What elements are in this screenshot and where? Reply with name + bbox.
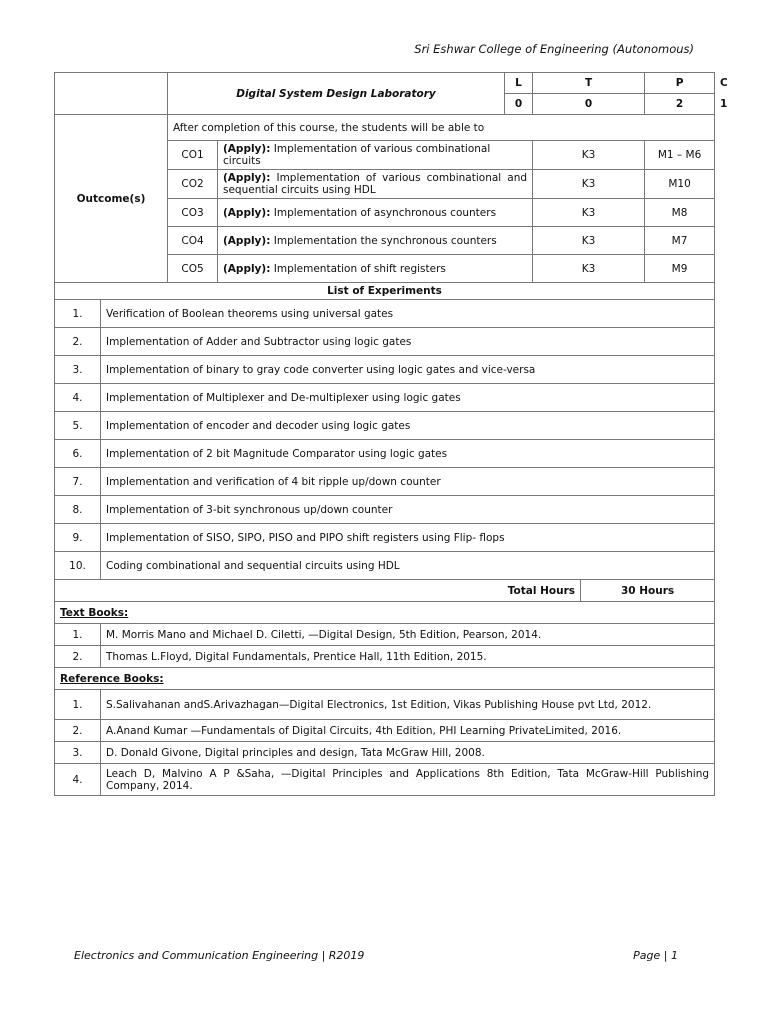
co-k: K3 (533, 255, 645, 283)
experiment-num: 4. (55, 384, 101, 412)
co-text (218, 170, 533, 199)
outcomes-label: Outcome(s) (55, 115, 168, 283)
co-code: CO1 (168, 141, 218, 170)
text-books-heading (55, 602, 715, 624)
co-level: (Apply): (223, 234, 271, 247)
reference-book-text: S.Salivahanan andS.Arivazhagan—Digital Electronics, 1st Edition, Vikas Publishing House pvt Ltd, 2012. (101, 690, 715, 720)
experiment-text: Implementation of encoder and decoder using logic gates (101, 412, 715, 440)
co-text (218, 255, 533, 283)
experiment-text: Implementation and verification of 4 bit ripple up/down counter (101, 468, 715, 496)
experiment-text: Implementation of binary to gray code converter using logic gates and vice-versa (101, 356, 715, 384)
co-code: CO2 (168, 170, 218, 199)
co-text (218, 199, 533, 227)
co-description: Implementation of shift registers (273, 262, 446, 275)
reference-book-num: 1. (55, 690, 101, 720)
co-m: M10 (645, 170, 715, 199)
experiment-text: Implementation of 3-bit synchronous up/down counter (101, 496, 715, 524)
course-table: Digital System Design Laboratory L T P C 0 0 2 1 Outcome(s) After completion of this course, the students will be able to CO1 (Apply): Implementation of various combinational circuits K3 M1 – M6 CO2 (Apply): Implementation of various combinational and sequential circuits using HDL K3 M10 CO3 (Apply): Implementation of asynchronous counters K3 M8 CO4 (Apply): Implementation the synchronous counters K3 M7 CO5 (Apply): Implementation of shift registers K3 M9 List of Experiments 1. Verification of Boolean theorems using universal gates 2. Implementation of Adder and Subtractor using logic gates 3. Implementation of binary to gray code converter using logic gates and vice-versa 4. Implementation of Multiplexer and De-multiplexer using logic gates 5. Implementation of encoder and decoder using logic gates 6. Implementation of 2 bit Magnitude Comparator using logic gates 7. Implementation and verification of 4 bit ripple up/down counter 8. Implementation of 3-bit synchronous up/down counter 9. Implementation of SISO, SIPO, PISO and PIPO shift registers using Flip- flops 10. Coding combinational and sequential circuits using HDL Total Hours 30 Hours Text Books: 1. M. Morris Mano and Michael D. Ciletti, —Digital Design, 5th Edition, Pearson, 2014. 2. Thomas L.Floyd, Digital Fundamentals, Prentice Hall, 11th Edition, 2015. Reference Books: 1. S.Salivahanan andS.Arivazhagan—Digital Electronics, 1st Edition, Vikas Publishing House pvt Ltd, 2012. 2. A.Anand Kumar —Fundamentals of Digital Circuits, 4th Edition, PHI Learning PrivateLimited, 2016. 3. D. Donald Givone, Digital principles and design, Tata McGraw Hill, 2008. 4. Leach D, Malvino A P &Saha, —Digital Principles and Applications 8th Edition, Tata McGraw-Hill Publishing Company, 2014. (54, 72, 715, 796)
ltpc-value-p: 2 (645, 94, 715, 115)
co-description: Implementation the synchronous counters (273, 234, 497, 247)
experiment-num: 10. (55, 552, 101, 580)
co-code: CO3 (168, 199, 218, 227)
co-k: K3 (533, 141, 645, 170)
co-code: CO5 (168, 255, 218, 283)
college-header: Sri Eshwar College of Engineering (Autonomous) (414, 42, 694, 56)
reference-books-heading-label: Reference Books: (60, 672, 164, 685)
experiment-text: Coding combinational and sequential circuits using HDL (101, 552, 715, 580)
experiment-text: Implementation of 2 bit Magnitude Comparator using logic gates (101, 440, 715, 468)
co-level: (Apply): (223, 206, 271, 219)
experiment-num: 9. (55, 524, 101, 552)
co-level: (Apply): (223, 143, 271, 155)
co-description: Implementation of various combinational and sequential circuits using HDL (223, 172, 528, 196)
reference-book-num: 4. (55, 764, 101, 796)
text-book-text: M. Morris Mano and Michael D. Ciletti, —Digital Design, 5th Edition, Pearson, 2014. (101, 624, 715, 646)
co-description: Implementation of asynchronous counters (273, 206, 497, 219)
experiment-num: 3. (55, 356, 101, 384)
ltpc-header-t: T (533, 73, 645, 94)
experiment-num: 1. (55, 300, 101, 328)
co-k: K3 (533, 227, 645, 255)
experiment-text: Implementation of SISO, SIPO, PISO and PIPO shift registers using Flip- flops (101, 524, 715, 552)
reference-book-num: 2. (55, 720, 101, 742)
experiment-text: Implementation of Multiplexer and De-multiplexer using logic gates (101, 384, 715, 412)
reference-book-text: A.Anand Kumar —Fundamentals of Digital Circuits, 4th Edition, PHI Learning PrivateLimited, 2016. (101, 720, 715, 742)
ltpc-value-t: 0 (533, 94, 645, 115)
co-m: M1 – M6 (645, 141, 715, 170)
co-text (218, 227, 533, 255)
co-description: Implementation of various combinational circuits (223, 143, 491, 167)
experiment-num: 6. (55, 440, 101, 468)
experiment-text: Verification of Boolean theorems using universal gates (101, 300, 715, 328)
text-books-heading-label: Text Books: (60, 606, 129, 619)
footer-page-number: Page | 1 (633, 949, 678, 962)
experiment-num: 2. (55, 328, 101, 356)
experiment-num: 7. (55, 468, 101, 496)
experiment-num: 8. (55, 496, 101, 524)
text-book-num: 1. (55, 624, 101, 646)
ltpc-header-p: P (645, 73, 715, 94)
experiment-num: 5. (55, 412, 101, 440)
reference-books-heading (55, 668, 715, 690)
total-hours-value: 30 Hours (581, 580, 715, 602)
text-book-num: 2. (55, 646, 101, 668)
total-hours-label: Total Hours (55, 580, 581, 602)
ltpc-header-l: L (505, 73, 533, 94)
course-title: Digital System Design Laboratory (168, 73, 505, 115)
ltpc-value-l: 0 (505, 94, 533, 115)
outcomes-intro: After completion of this course, the students will be able to (168, 115, 715, 141)
footer-department: Electronics and Communication Engineering | R2019 (74, 949, 365, 962)
reference-book-num: 3. (55, 742, 101, 764)
blank-cell (55, 73, 168, 115)
co-k: K3 (533, 199, 645, 227)
co-m: M7 (645, 227, 715, 255)
co-code: CO4 (168, 227, 218, 255)
co-text (218, 141, 533, 170)
co-k: K3 (533, 170, 645, 199)
reference-book-text: D. Donald Givone, Digital principles and design, Tata McGraw Hill, 2008. (101, 742, 715, 764)
co-m: M8 (645, 199, 715, 227)
text-book-text: Thomas L.Floyd, Digital Fundamentals, Prentice Hall, 11th Edition, 2015. (101, 646, 715, 668)
reference-book-text: Leach D, Malvino A P &Saha, —Digital Principles and Applications 8th Edition, Tata McGraw-Hill Publishing Company, 2014. (101, 764, 715, 796)
experiment-text: Implementation of Adder and Subtractor using logic gates (101, 328, 715, 356)
co-level: (Apply): (223, 262, 271, 275)
experiments-heading: List of Experiments (55, 283, 715, 300)
co-m: M9 (645, 255, 715, 283)
co-level: (Apply): (223, 172, 271, 184)
